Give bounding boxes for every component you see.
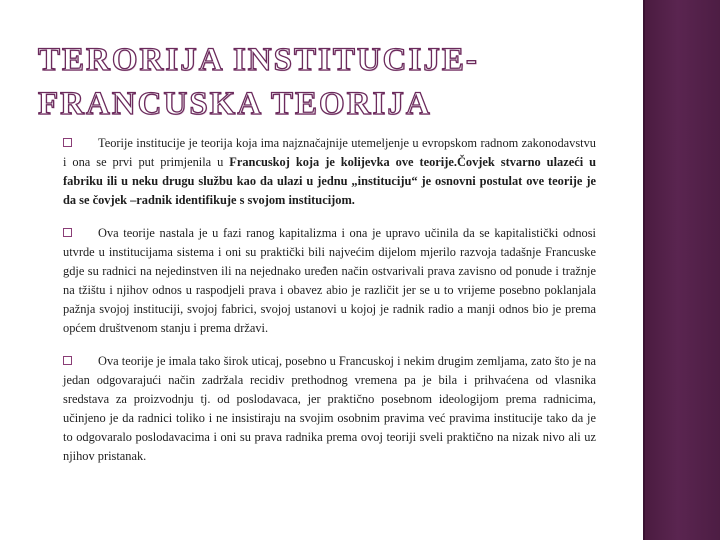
paragraph-1-text: Teorije institucije je teorija koja ima najznačajnije utemeljenje u evropskom radnom zakonodavstvu i ona se prvi put primjenila u bbox=[63, 136, 596, 169]
slide-title-line-1: TERORIJA INSTITUCIJE- bbox=[38, 42, 479, 78]
paragraph-1-bold-text: Francuskoj koja je kolijevka ove teorije.Čovjek stvarno ulazeći u fabriku ili u neku drugu službu kao da ulazi u jednu „instituciju“ je osnovni postulat ove teorije je da se čovjek –radnik identifikuje s svojom institucijom. bbox=[63, 155, 596, 207]
square-bullet-icon bbox=[63, 356, 72, 365]
paragraph-2-text: Ova teorije nastala je u fazi ranog kapitalizma i ona je upravo učinila da se kapitalistički odnosi utvrde u institucijama sistema i oni su praktički bili najvećim dijelom mjerilo razvoja tadašnje Francuske gdje su radnici na nejedinstven ili na nejednako uređen način ostvarivali prava zavisno od ponude i tražnje na tžištu i njihov odnos u raspodjeli prava i obavez abio je različit jer se u to vrijeme posebno poklanjala pažnja svojoj instituciji, svojoj fabrici, svojoj ustanovi u kojoj je radnik radio a manji odnos bio je prema općem društvenom stanju i prema državi. bbox=[63, 226, 596, 335]
slide-title-line-2: FRANCUSKA TEORIJA bbox=[38, 86, 432, 122]
band-edge-stripe bbox=[643, 0, 645, 540]
slide-title bbox=[38, 38, 598, 126]
square-bullet-icon bbox=[63, 138, 72, 147]
slide-body bbox=[63, 134, 596, 480]
square-bullet-icon bbox=[63, 228, 72, 237]
decorative-side-band bbox=[643, 0, 720, 540]
bullet-paragraph-3 bbox=[63, 352, 596, 466]
bullet-paragraph-2 bbox=[63, 224, 596, 338]
bullet-paragraph-1 bbox=[63, 134, 596, 210]
paragraph-3-text: Ova teorije je imala tako širok uticaj, posebno u Francuskoj i nekim drugim zemljama, zato što je na jedan odgovarajući način zadržala recidiv prethodnog vremena pa je bila i prihvaćena od vlasnika sredstava za proizvodnju tj. od poslodavaca, jer praktično posebnom ideologijom prema radnicima, učinjeno je da radnici toliko i ne insistiraju na svojim osobnim pravima već pravima institucije tako da je to odgovaralo poslodavacima i oni su prava radnika prema ovoj teoriji sveli praktično na nizak nivo ali uz njihov pristanak. bbox=[63, 354, 596, 463]
